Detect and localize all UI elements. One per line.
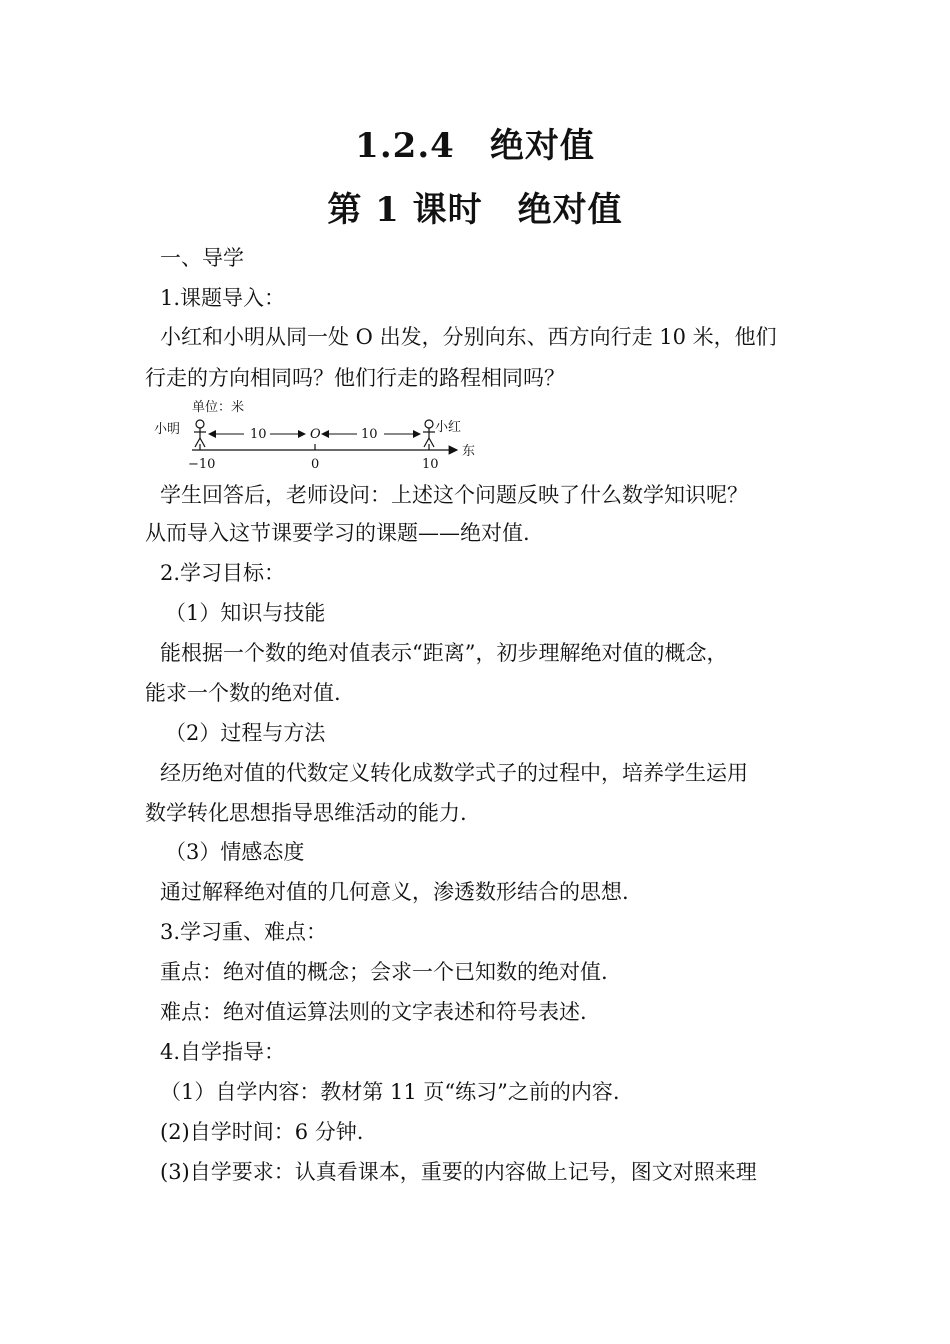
paragraph-line: 经历绝对值的代数定义转化成数学式子的过程中，培养学生运用 bbox=[160, 761, 748, 785]
tick-label: 10 bbox=[422, 457, 439, 472]
section-heading-guide: 一、导学 bbox=[160, 246, 244, 270]
paragraph-line: （1）自学内容：教材第 11 页“练习”之前的内容. bbox=[160, 1080, 620, 1104]
paragraph-line: 行走的方向相同吗？他们行走的路程相同吗？ bbox=[145, 366, 565, 390]
item-goals-heading: 2.学习目标： bbox=[160, 561, 286, 585]
paragraph-line: 从而导入这节课要学习的课题——绝对值. bbox=[145, 521, 530, 545]
sub-heading: （3）情感态度 bbox=[165, 840, 305, 864]
page-subtitle: 第 1 课时 绝对值 bbox=[327, 190, 623, 230]
number-line-figure bbox=[152, 398, 502, 473]
tick-label: −10 bbox=[188, 457, 216, 472]
item-focus-heading: 3.学习重、难点： bbox=[160, 920, 328, 944]
xiaoming-figure-icon bbox=[194, 420, 206, 447]
item-selfstudy-heading: 4.自学指导： bbox=[160, 1040, 286, 1064]
paragraph-line: 小红和小明从同一处 O 出发，分别向东、西方向行走 10 米，他们 bbox=[160, 325, 777, 349]
page-title: 1.2.4 绝对值 bbox=[355, 126, 595, 166]
paragraph-line: 数学转化思想指导思维活动的能力. bbox=[145, 801, 467, 825]
paragraph-line: 能求一个数的绝对值. bbox=[145, 681, 341, 705]
paragraph-line: 能根据一个数的绝对值表示“距离”，初步理解绝对值的概念， bbox=[160, 641, 728, 665]
sub-heading: （2）过程与方法 bbox=[165, 721, 326, 745]
item-intro-heading: 1.课题导入： bbox=[160, 286, 286, 310]
paragraph-line: 学生回答后，老师设问：上述这个问题反映了什么数学知识呢？ bbox=[160, 483, 748, 507]
paragraph-line: 难点：绝对值运算法则的文字表述和符号表述. bbox=[160, 1000, 587, 1024]
left-person-label: 小明 bbox=[154, 422, 181, 437]
paragraph-line: 通过解释绝对值的几何意义，渗透数形结合的思想. bbox=[160, 880, 629, 904]
right-distance-label: 10 bbox=[361, 427, 378, 442]
paragraph-line: (3)自学要求：认真看课本，重要的内容做上记号，图文对照来理 bbox=[160, 1160, 757, 1184]
sub-heading: （1）知识与技能 bbox=[165, 601, 326, 625]
direction-label: 东 bbox=[462, 444, 476, 459]
paragraph-line: (2)自学时间：6 分钟. bbox=[160, 1120, 364, 1144]
tick-label: 0 bbox=[311, 457, 320, 472]
paragraph-line: 重点：绝对值的概念；会求一个已知数的绝对值. bbox=[160, 960, 608, 984]
unit-label: 单位：米 bbox=[192, 400, 245, 415]
right-person-label: 小红 bbox=[435, 420, 462, 435]
origin-label: O bbox=[310, 427, 321, 442]
xiaohong-figure-icon bbox=[423, 420, 435, 447]
left-distance-label: 10 bbox=[250, 427, 267, 442]
